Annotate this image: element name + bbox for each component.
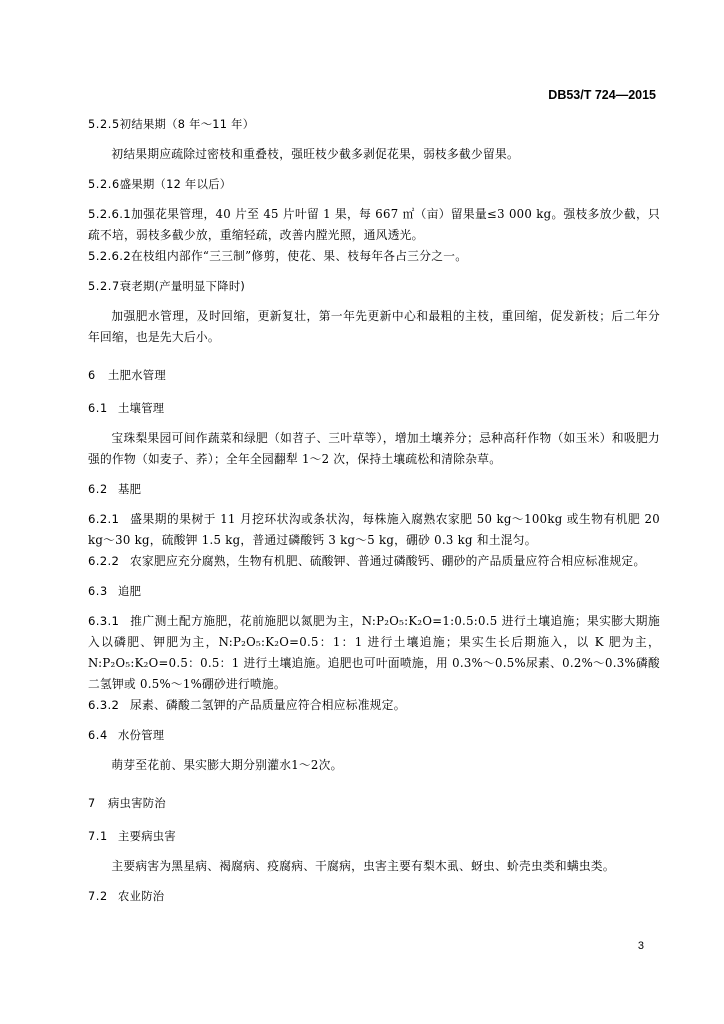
- section-title: 土壤管理: [118, 402, 165, 415]
- section-title: 衰老期(产量明显下降时): [119, 280, 246, 293]
- heading-6-4: [88, 725, 660, 746]
- clause-text: 盛果期的果树于 11 月挖环状沟或条状沟，每株施入腐熟农家肥 50 kg～100kg 或生物有机肥 20 kg～30 kg，硫酸钾 1.5 kg，普通过磷酸钙 3 kg～5 kg，硼砂 0.3 kg 和土混匀。: [88, 512, 660, 547]
- page-content: [88, 114, 660, 907]
- clause-6-2-2: [88, 551, 660, 572]
- clause-number: 6.2.1: [88, 512, 120, 526]
- clause-5-2-6-2: [88, 246, 660, 267]
- clause-number: 5.2.6.1: [88, 207, 131, 221]
- heading-6-1: [88, 398, 660, 419]
- section-title: 农业防治: [118, 890, 165, 903]
- heading-7: [88, 793, 660, 814]
- section-number: 7.2: [88, 890, 108, 903]
- clause-text: 加强花果管理，40 片至 45 片叶留 1 果，每 667 ㎡（亩）留果量≤3 000 kg。强枝多放少截，只疏不培，弱枝多截少放，重缩轻疏，改善内膛光照，通风透光。: [88, 207, 660, 242]
- section-title: 病虫害防治: [108, 797, 166, 810]
- heading-7-2: [88, 886, 660, 907]
- heading-6: [88, 365, 660, 386]
- heading-6-3: [88, 581, 660, 602]
- clause-text: 农家肥应充分腐熟，生物有机肥、硫酸钾、普通过磷酸钙、硼砂的产品质量应符合相应标准规定。: [130, 554, 646, 568]
- clause-number: 5.2.6.2: [88, 249, 131, 263]
- heading-6-2: [88, 479, 660, 500]
- paragraph-7-1: 主要病害为黑星病、褐腐病、疫腐病、干腐病，虫害主要有梨木虱、蚜虫、蚧壳虫类和螨虫类。: [111, 859, 615, 873]
- paragraph-5-2-7: 加强肥水管理，及时回缩，更新复壮，第一年先更新中心和最粗的主枝，重回缩，促发新枝；后二年分年回缩，也是先大后小。: [88, 309, 660, 344]
- document-code: DB53/T 724—2015: [548, 88, 656, 102]
- heading-5-2-5: [88, 114, 660, 135]
- section-number: 6.3: [88, 585, 108, 598]
- paragraph-5-2-5: 初结果期应疏除过密枝和重叠枝，强旺枝少截多剥促花果，弱枝多截少留果。: [111, 147, 519, 161]
- clause-number: 6.3.1: [88, 614, 120, 628]
- section-title: 追肥: [118, 585, 142, 598]
- clause-text: 尿素、磷酸二氢钾的产品质量应符合相应标准规定。: [130, 698, 406, 712]
- clause-5-2-6-1: [88, 204, 660, 246]
- section-number: 7.1: [88, 830, 108, 843]
- section-number: 5.2.5: [88, 118, 120, 131]
- clause-number: 6.2.2: [88, 554, 120, 568]
- paragraph-6-1: 宝珠梨果园可间作蔬菜和绿肥（如苕子、三叶草等），增加土壤养分；忌种高秆作物（如玉米）和吸肥力强的作物（如麦子、荞）；全年全园翻犁 1～2 次，保持土壤疏松和清除杂草。: [88, 431, 660, 466]
- section-number: 6: [88, 369, 96, 382]
- paragraph-6-4: 萌芽至花前、果实膨大期分别灌水1～2次。: [111, 758, 343, 772]
- section-title: 盛果期（12 年以后）: [119, 178, 232, 191]
- heading-5-2-7: [88, 276, 660, 297]
- section-title: 主要病虫害: [118, 830, 176, 843]
- heading-7-1: [88, 826, 660, 847]
- section-number: 7: [88, 797, 96, 810]
- clause-6-3-2: [88, 695, 660, 716]
- clause-number: 6.3.2: [88, 698, 120, 712]
- section-title: 基肥: [118, 483, 142, 496]
- section-number: 5.2.7: [88, 280, 120, 293]
- section-number: 6.4: [88, 729, 108, 742]
- section-title: 土肥水管理: [108, 369, 166, 382]
- clause-text: 推广测土配方施肥，花前施肥以氮肥为主，N:P₂O₅:K₂O=1:0.5:0.5 进行土壤追施；果实膨大期施入以磷肥、钾肥为主，N:P₂O₅:K₂O=0.5：1：1 进行土壤追施；果实生长后期施入，以 K 肥为主，N:P₂O₅:K₂O=0.5：0.5：1 进行土壤追施。追肥也可叶面喷施，用 0.3%～0.5%尿素、0.2%～0.3%磷酸二氢钾或 0.5%～1%硼砂进行喷施。: [88, 614, 660, 691]
- clause-text: 在枝组内部作“三三制”修剪，使花、果、枝每年各占三分之一。: [131, 249, 468, 263]
- section-title: 初结果期（8 年～11 年）: [119, 118, 255, 131]
- clause-6-2-1: [88, 509, 660, 551]
- heading-5-2-6: [88, 174, 660, 195]
- section-title: 水份管理: [118, 729, 165, 742]
- page-number: 3: [637, 940, 644, 952]
- section-number: 6.1: [88, 402, 108, 415]
- section-number: 5.2.6: [88, 178, 120, 191]
- clause-6-3-1: [88, 611, 660, 695]
- section-number: 6.2: [88, 483, 108, 496]
